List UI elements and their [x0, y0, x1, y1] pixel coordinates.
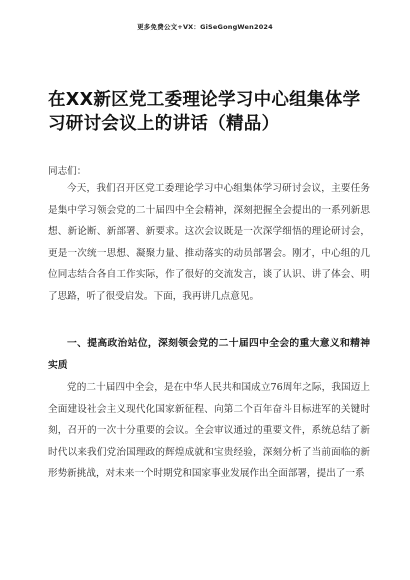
document-title: 在XX新区党工委理论学习中心组集体学习研讨会议上的讲话（精品）: [48, 90, 361, 134]
paragraph-2: 党的二十届四中全会，是在中华人民共和国成立76周年之际，我国迈上全面建设社会主义现代化国家新征程、向第二个百年奋斗目标进军的关键时刻，召开的一次十分重要的会议。全会审议通过的重要文件，系统总结了新时代以来我们党治国理政的辉煌成就和宝贵经验，深刻分析了当前面临的新形势新挑战，对未来一个时期党和国家事业发展作出全面部署，提出了一系: [48, 382, 370, 480]
salutation: 同志们：: [48, 166, 87, 177]
header-note: 更多免费公文+VX：GiSeGongWen2024: [137, 23, 273, 31]
section-heading-1: 一、提高政治站位，深刻领会党的二十届四中全会的重大意义和精神实质: [48, 338, 370, 371]
paragraph-1: 今天，我们召开区党工委理论学习中心组集体学习研讨会议，主要任务是集中学习领会党的二十届四中全会精神，深刻把握全会提出的一系列新思想、新论断、新部署、新要求。这次会议既是一次深学细悟的理论研讨会，更是一次统一思想、凝聚力量、推动落实的动员部署会。刚才，中心组的几位同志结合各自工作实际，作了很好的交流发言，谈了认识、讲了体会、明了思路，听了很受启发。下面，我再讲几点意见。: [48, 183, 370, 302]
